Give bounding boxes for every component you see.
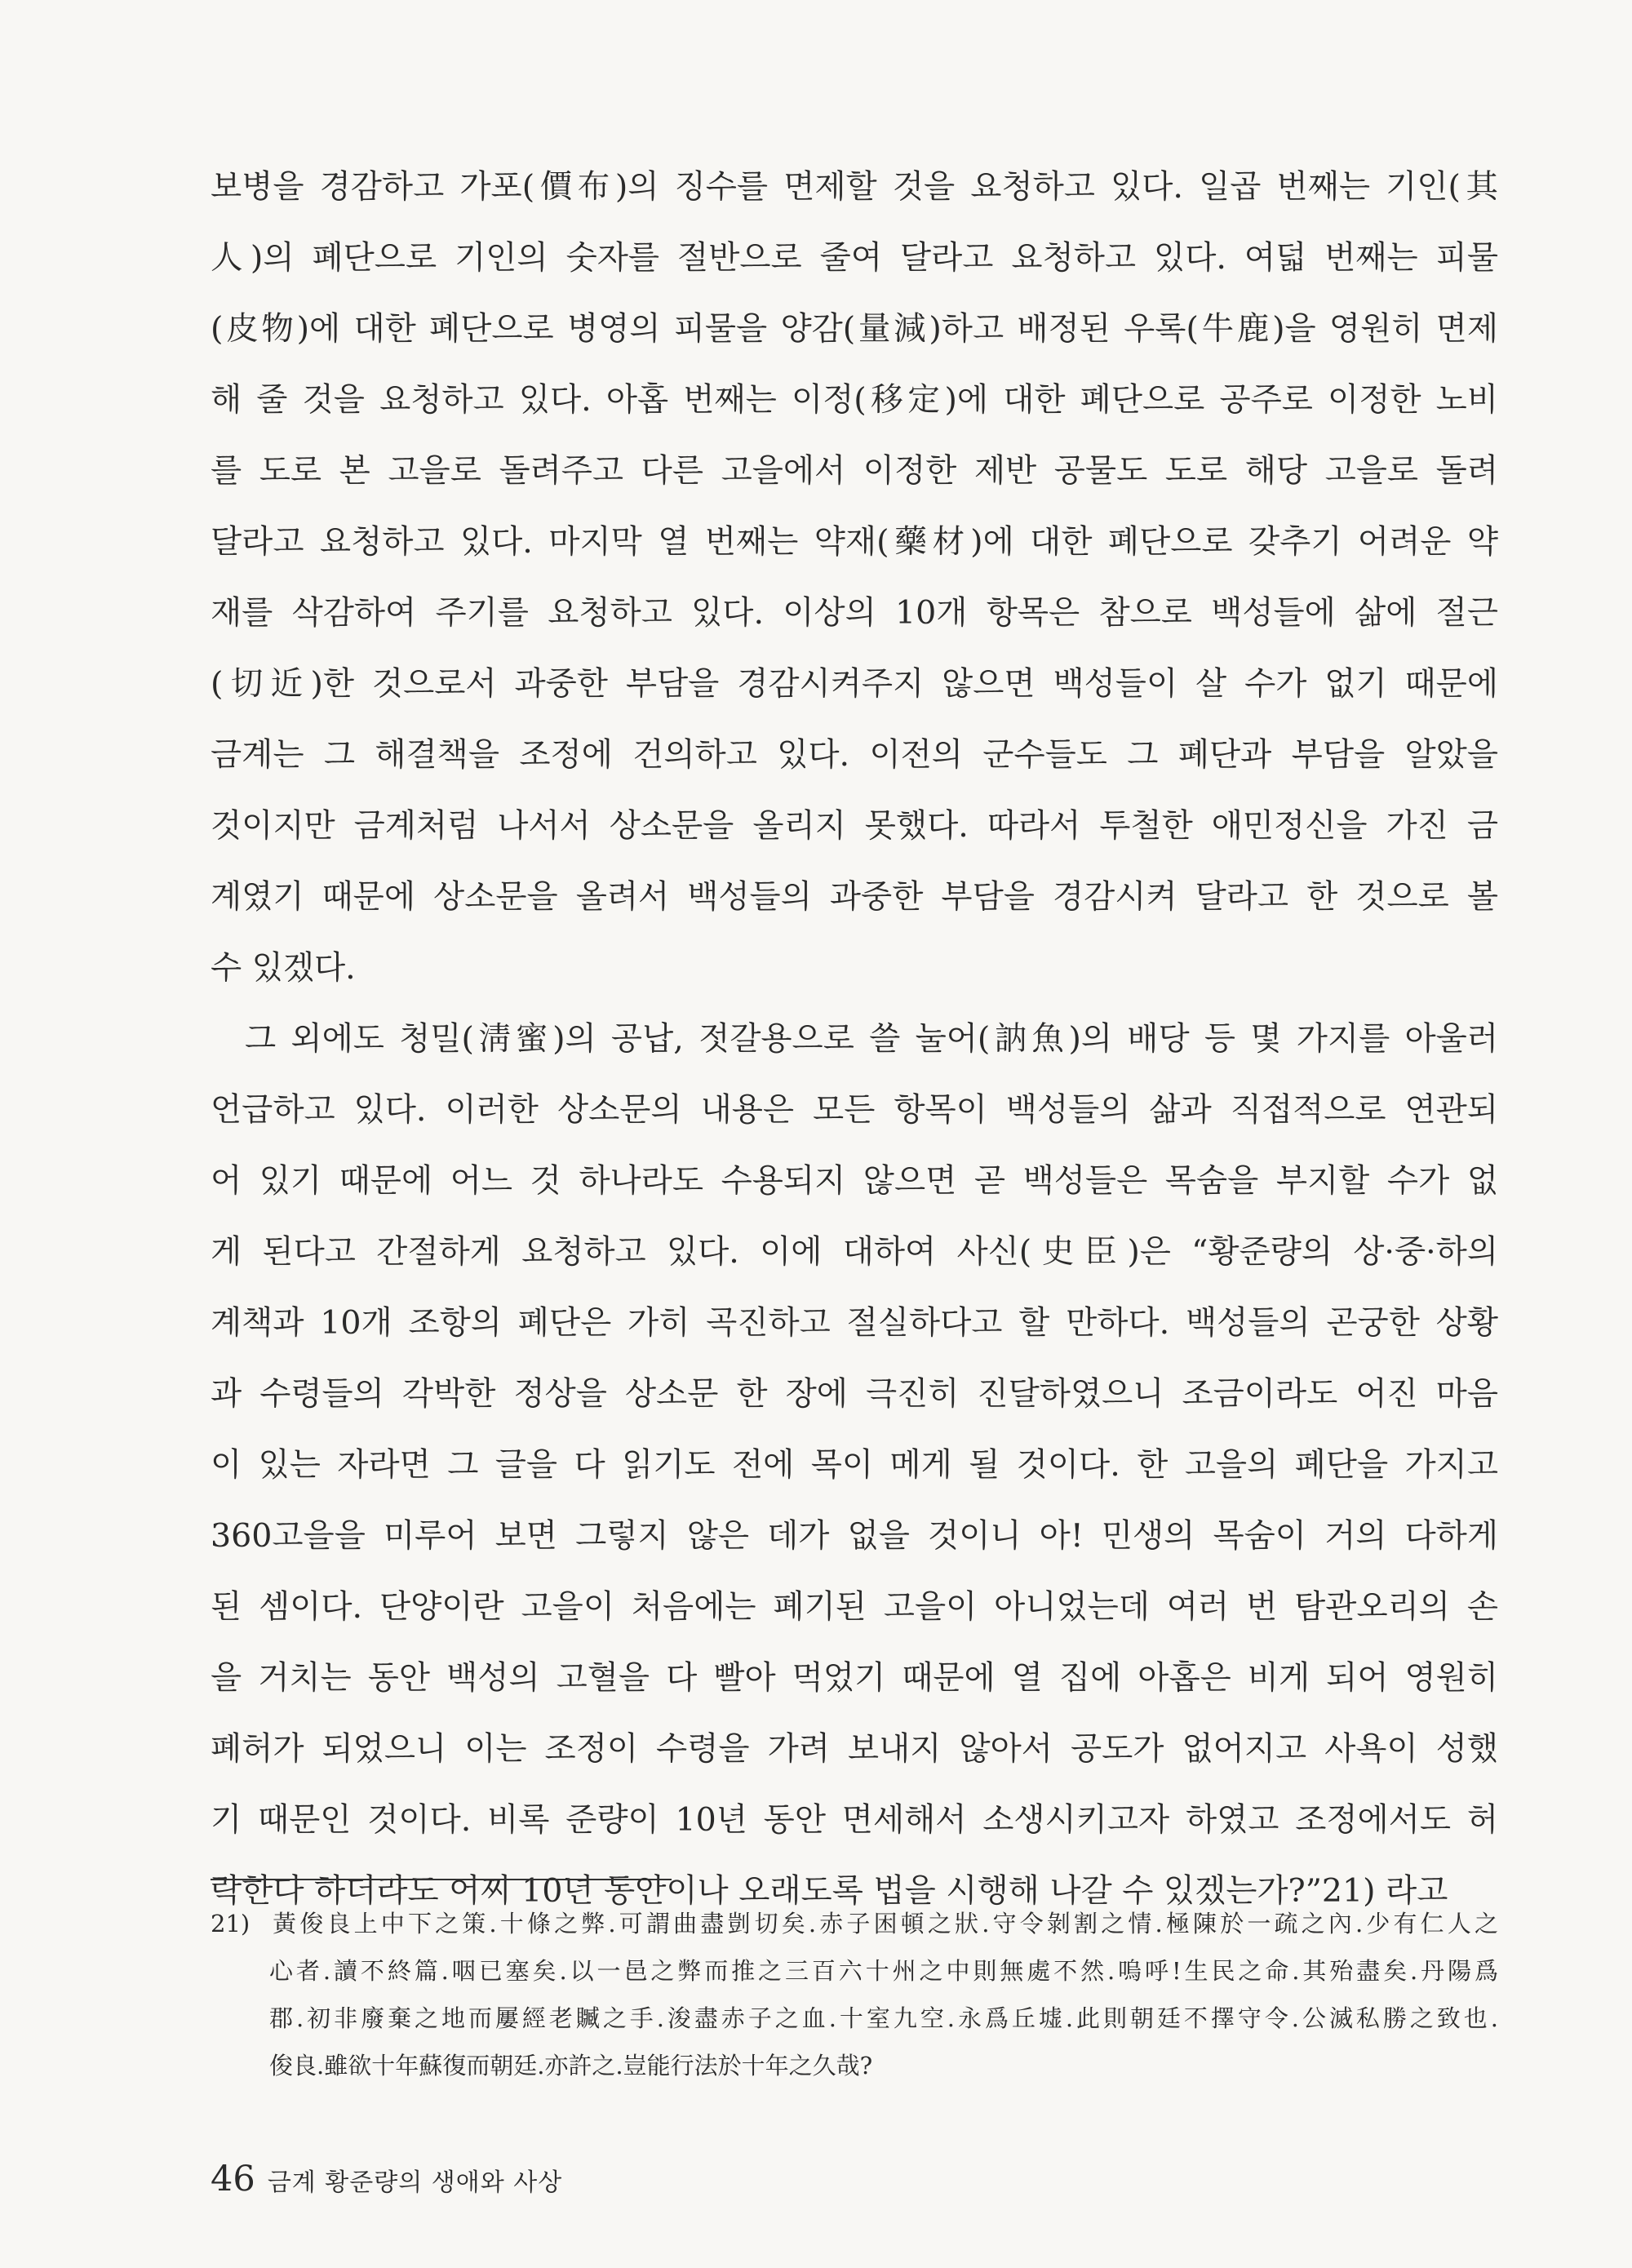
body-line: 재를 삭감하여 주기를 요청하고 있다. 이상의 10개 항목은 참으로 백성들에 삶에 절근 <box>211 594 1498 632</box>
footnote-number: 21) <box>211 1910 251 1937</box>
body-line: (皮物)에 대한 폐단으로 병영의 피물을 양감(量減)하고 배정된 우록(牛鹿)을 영원히 면제 <box>211 310 1498 348</box>
running-title: 금계 황준량의 생애와 사상 <box>267 2168 563 2197</box>
body-line: 人)의 폐단으로 기인의 숫자를 절반으로 줄여 달라고 요청하고 있다. 여덟 번째는 피물 <box>211 239 1498 277</box>
body-line: 수 있겠다. <box>211 949 356 987</box>
body-line: 폐허가 되었으니 이는 조정이 수령을 가려 보내지 않아서 공도가 없어지고 사욕이 성했 <box>211 1730 1498 1768</box>
body-line: 금계는 그 해결책을 조정에 건의하고 있다. 이전의 군수들도 그 폐단과 부담을 알았을 <box>211 736 1498 774</box>
body-line: 과 수령들의 각박한 정상을 상소문 한 장에 극진히 진달하였으니 조금이라도 어진 마음 <box>211 1375 1498 1413</box>
body-line: 보병을 경감하고 가포(價布)의 징수를 면제할 것을 요청하고 있다. 일곱 번째는 기인(其 <box>211 168 1498 206</box>
footnote-line <box>211 1900 1498 1947</box>
body-line: 이 있는 자라면 그 글을 다 읽기도 전에 목이 메게 될 것이다. 한 고을의 폐단을 가지고 <box>211 1446 1498 1484</box>
body-line: 언급하고 있다. 이러한 상소문의 내용은 모든 항목이 백성들의 삶과 직접적으로 연관되 <box>211 1091 1498 1129</box>
footnote-rule <box>211 1879 672 1880</box>
body-line: 게 된다고 간절하게 요청하고 있다. 이에 대하여 사신(史臣)은 “황준량의 상·중·하의 <box>211 1233 1498 1271</box>
body-line: 달라고 요청하고 있다. 마지막 열 번째는 약재(藥材)에 대한 폐단으로 갖추기 어려운 약 <box>211 523 1498 561</box>
body-line: 락한다 하더라도 어찌 10년 동안이나 오래도록 법을 시행해 나갈 수 있겠는가?”21) 라고 <box>211 1872 1448 1910</box>
body-line: 것이지만 금계처럼 나서서 상소문을 올리지 못했다. 따라서 투철한 애민정신을 가진 금 <box>211 807 1498 845</box>
body-line: 그 외에도 청밀(淸蜜)의 공납, 젓갈용으로 쓸 눌어(訥魚)의 배당 등 몇 가지를 아울러 <box>245 1020 1498 1058</box>
footnote-line: 郡.初非廢棄之地而屢經老贓之手.浚盡赤子之血.十室九空.永爲丘墟.此則朝廷不擇守令.公滅私勝之致也. <box>269 2004 1498 2032</box>
body-line: 된 셈이다. 단양이란 고을이 처음에는 폐기된 고을이 아니었는데 여러 번 탐관오리의 손 <box>211 1588 1498 1626</box>
body-line: 어 있기 때문에 어느 것 하나라도 수용되지 않으면 곧 백성들은 목숨을 부지할 수가 없 <box>211 1162 1498 1200</box>
body-line: 계였기 때문에 상소문을 올려서 백성들의 과중한 부담을 경감시켜 달라고 한 것으로 볼 <box>211 878 1498 916</box>
body-line: 계책과 10개 조항의 폐단은 가히 곡진하고 절실하다고 할 만하다. 백성들의 곤궁한 상황 <box>211 1304 1498 1342</box>
body-text <box>211 152 1498 1927</box>
body-line: (切近)한 것으로서 과중한 부담을 경감시켜주지 않으면 백성들이 살 수가 없기 때문에 <box>211 665 1498 703</box>
page-number: 46 <box>211 2159 255 2199</box>
body-line: 해 줄 것을 요청하고 있다. 아홉 번째는 이정(移定)에 대한 폐단으로 공주로 이정한 노비 <box>211 381 1498 419</box>
footnote-line: 心者.讀不終篇.咽已塞矣.以一邑之弊而推之三百六十州之中則無處不然.嗚呼!生民之命.其殆盡矣.丹陽爲 <box>269 1957 1498 1985</box>
body-line: 를 도로 본 고을로 돌려주고 다른 고을에서 이정한 제반 공물도 도로 해당 고을로 돌려 <box>211 452 1498 490</box>
body-line: 360고을을 미루어 보면 그렇지 않은 데가 없을 것이니 아! 민생의 목숨이 거의 다하게 <box>211 1517 1498 1555</box>
footnote-line: 俊良.雖欲十年蘇復而朝廷.亦許之.豈能行法於十年之久哉? <box>269 2052 873 2079</box>
body-line: 을 거치는 동안 백성의 고혈을 다 빨아 먹었기 때문에 열 집에 아홉은 비게 되어 영원히 <box>211 1659 1498 1697</box>
body-line: 기 때문인 것이다. 비록 준량이 10년 동안 면세해서 소생시키고자 하였고 조정에서도 허 <box>211 1801 1498 1839</box>
footnote-21 <box>211 1900 1498 2089</box>
footnote-text: 黃俊良上中下之策.十條之弊.可謂曲盡剴切矣.赤子困頓之狀.守令剝割之情.極陳於一疏之內.少有仁人之 <box>269 1910 1498 1937</box>
page-footer <box>211 2159 562 2199</box>
